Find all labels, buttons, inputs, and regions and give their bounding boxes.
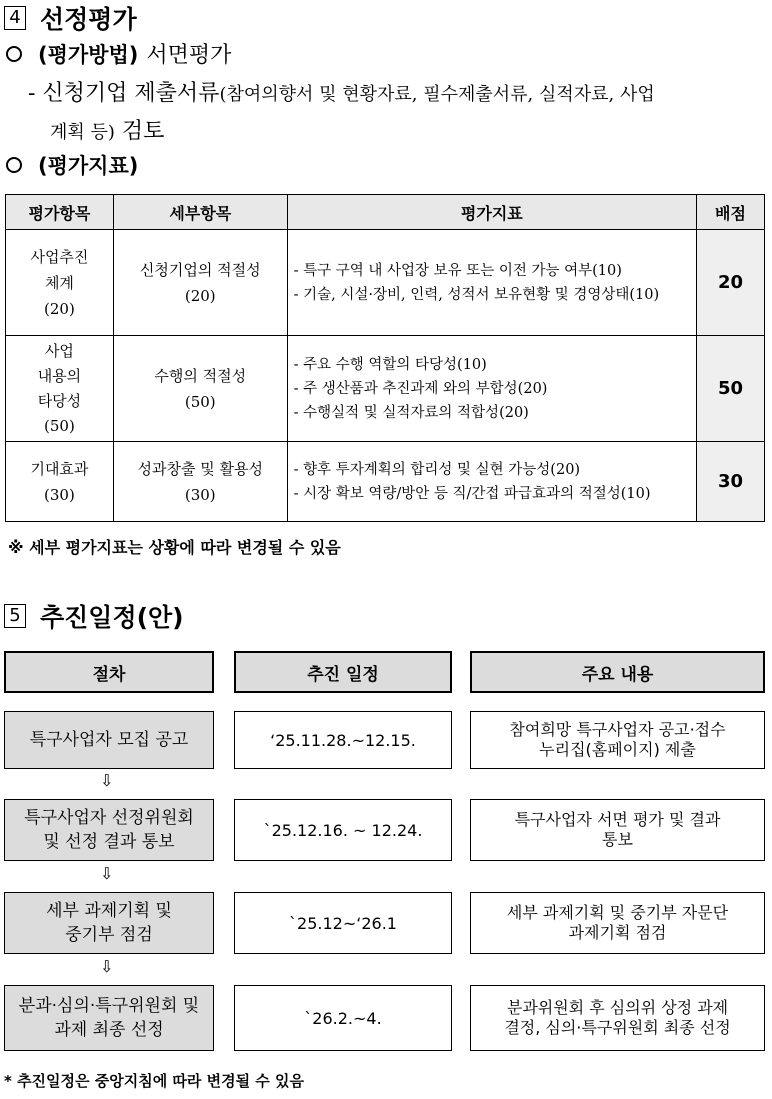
schedule-box: `25.12.16. ~ 12.24.	[234, 799, 452, 861]
eval-method-line	[6, 38, 231, 69]
content-box: 세부 과제기획 및 중기부 자문단 과제기획 점검	[470, 892, 765, 954]
score-cell: 50	[697, 336, 765, 442]
schedule-header-schedule: 추진 일정	[234, 651, 452, 693]
schedule-note: * 추진일정은 중앙지침에 따라 변경될 수 있음	[4, 1072, 304, 1090]
category-cell: 사업추진 체계 (20)	[6, 230, 114, 336]
table-header-row	[6, 195, 765, 230]
schedule-box: `25.12~‘26.1	[234, 892, 452, 954]
procedure-box: 분과·심의·특구위원회 및 과제 최종 선정	[4, 985, 214, 1051]
category-cell: 사업 내용의 타당성 (50)	[6, 336, 114, 442]
detail-cell: 신청기업의 적절성 (20)	[113, 230, 287, 336]
eval-note: ※ 세부 평가지표는 상황에 따라 변경될 수 있음	[8, 538, 341, 557]
content-box: 분과위원회 후 심의위 상정 과제 결정, 심의·특구위원회 최종 선정	[470, 985, 765, 1051]
submission-docs-line-2	[50, 114, 164, 145]
section-number-box: 4	[4, 6, 26, 30]
score-cell: 30	[697, 442, 765, 522]
table-row	[6, 336, 765, 442]
table-row	[6, 230, 765, 336]
down-arrow-icon: ⇩	[100, 771, 114, 790]
section-4-title	[4, 0, 137, 36]
score-cell: 20	[697, 230, 765, 336]
detail-cell: 수행의 적절성 (50)	[113, 336, 287, 442]
circle-bullet-icon	[6, 46, 22, 62]
indicator-cell: - 특구 구역 내 사업장 보유 또는 이전 가능 여부(10) - 기술, 시설·장비, 인력, 성적서 보유현황 및 경영상태(10)	[287, 230, 696, 336]
submission-docs-paren-1: (참여의향서 및 현황자료, 필수제출서류, 실적자료, 사업	[219, 84, 655, 105]
section-5-title	[4, 598, 184, 634]
eval-indicator-line	[6, 150, 138, 180]
submission-docs-end: 검토	[121, 119, 165, 144]
eval-method-value: 서면평가	[146, 43, 232, 68]
schedule-header-procedure: 절차	[4, 651, 214, 693]
section-number-box: 5	[4, 604, 26, 628]
content-box: 특구사업자 서면 평가 및 결과 통보	[470, 799, 765, 861]
detail-cell: 성과창출 및 활용성 (30)	[113, 442, 287, 522]
eval-indicator-label: (평가지표)	[38, 154, 139, 178]
indicator-cell: - 향후 투자계획의 합리성 및 실현 가능성(20) - 시장 확보 역량/방안 등 직/간접 파급효과의 적절성(10)	[287, 442, 696, 522]
indicator-cell: - 주요 수행 역할의 타당성(10) - 주 생산품과 추진과제 와의 부합성(20) - 수행실적 및 실적자료의 적합성(20)	[287, 336, 696, 442]
procedure-box: 특구사업자 모집 공고	[4, 711, 214, 769]
down-arrow-icon: ⇩	[100, 864, 114, 883]
header-indicator: 평가지표	[287, 195, 696, 230]
down-arrow-icon: ⇩	[100, 957, 114, 976]
section-4-heading: 선정평가	[40, 5, 137, 34]
schedule-box: `26.2.~4.	[234, 985, 452, 1051]
submission-docs-line	[28, 76, 655, 107]
schedule-box: ‘25.11.28.~12.15.	[234, 711, 452, 769]
procedure-box: 특구사업자 선정위원회 및 선정 결과 통보	[4, 799, 214, 861]
content-box: 참여희망 특구사업자 공고·접수 누리집(홈페이지) 제출	[470, 711, 765, 769]
table-row	[6, 442, 765, 522]
header-score: 배점	[697, 195, 765, 230]
schedule-header-content: 주요 내용	[470, 651, 765, 693]
procedure-box: 세부 과제기획 및 중기부 점검	[4, 892, 214, 954]
submission-docs-paren-2: 계획 등)	[50, 122, 115, 143]
section-5-heading: 추진일정(안)	[40, 603, 184, 632]
header-category: 평가항목	[6, 195, 114, 230]
submission-docs-main: - 신청기업 제출서류	[28, 81, 220, 106]
circle-bullet-icon	[6, 157, 22, 173]
evaluation-table	[5, 194, 765, 522]
eval-method-label: (평가방법)	[38, 42, 139, 67]
header-detail: 세부항목	[113, 195, 287, 230]
category-cell: 기대효과 (30)	[6, 442, 114, 522]
